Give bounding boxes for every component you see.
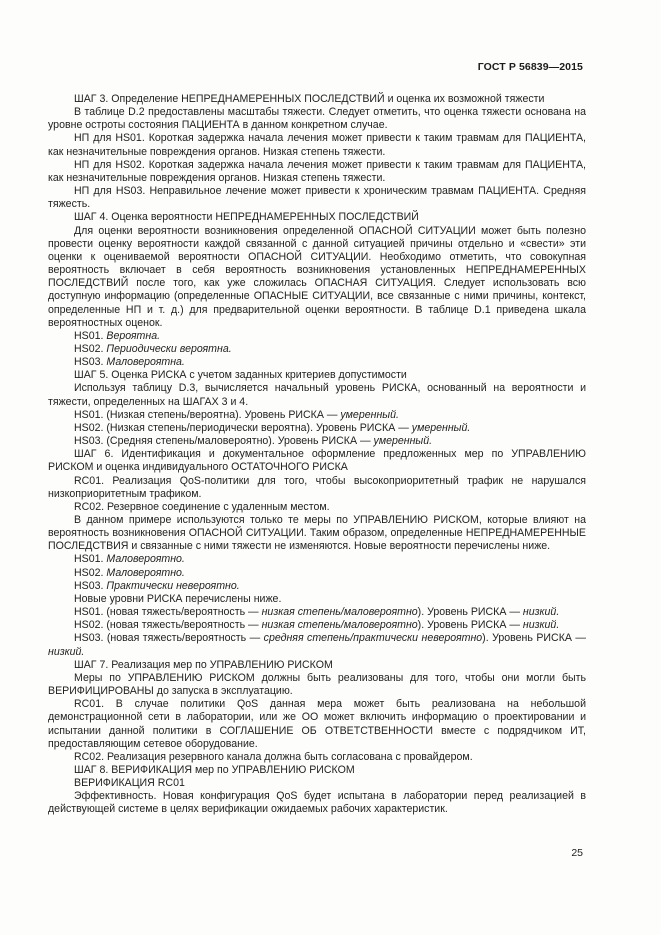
paragraph-p27 bbox=[48, 659, 586, 672]
italic-text: низкий. bbox=[522, 606, 560, 619]
italic-text: умеренный. bbox=[340, 408, 399, 421]
text-segment: НП для HS01. Короткая задержка начала лечения может привести к таким травмам для ПАЦИЕНТА, как незначительные повреждения органов. Низкая степень тяжести. bbox=[48, 132, 586, 158]
text-segment: RC02. Резервное соединение с удаленным местом. bbox=[74, 500, 330, 513]
text-segment: ШАГ 7. Реализация мер по УПРАВЛЕНИЮ РИСКОМ bbox=[74, 658, 333, 671]
paragraph-p18 bbox=[48, 501, 586, 514]
text-segment: В данном примере используются только те меры по УПРАВЛЕНИЮ РИСКОМ, которые влияют на вероятность возникновения ОПАСНОЙ СИТУАЦИИ. Таким образом, определенные НЕПРЕДНАМЕРЕННЫЕ ПОСЛЕДСТВИЯ и связанные с ними тяжести не изменяются. Новые вероятности перечислены ниже. bbox=[48, 514, 586, 553]
paragraph-p17 bbox=[48, 475, 586, 501]
text-segment: ШАГ 3. Определение НЕПРЕДНАМЕРЕННЫХ ПОСЛЕДСТВИЙ и оценка их возможной тяжести bbox=[74, 93, 545, 105]
text-segment: HS01. bbox=[74, 329, 107, 342]
paragraph-p02 bbox=[48, 106, 586, 132]
text-segment: HS02. (Низкая степень/периодически вероятна). Уровень РИСКА — bbox=[74, 421, 412, 434]
paragraph-p15 bbox=[48, 435, 586, 448]
text-segment: Меры по УПРАВЛЕНИЮ РИСКОМ должны быть реализованы для того, чтобы они могли быть ВЕРИФИЦИРОВАНЫ до запуска в эксплуатацию. bbox=[48, 671, 586, 698]
paragraph-p09 bbox=[48, 343, 586, 356]
paragraph-p07 bbox=[48, 225, 586, 330]
text-segment: HS03. bbox=[74, 356, 107, 369]
text-segment: ШАГ 6. Идентификация и документальное оформление предложенных мер по УПРАВЛЕНИЮ РИСКОМ и оценка индивидуального ОСТАТОЧНОГО РИСКА bbox=[48, 448, 586, 474]
text-segment: ШАГ 4. Оценка вероятности НЕПРЕДНАМЕРЕННЫХ ПОСЛЕДСТВИЙ bbox=[74, 211, 419, 224]
paragraph-p19 bbox=[48, 514, 586, 553]
standard-header: ГОСТ Р 56839—2015 bbox=[477, 61, 583, 73]
paragraph-p26 bbox=[48, 632, 586, 658]
text-segment: ). Уровень РИСКА — bbox=[417, 619, 523, 632]
text-segment: HS03. (новая тяжесть/вероятность — bbox=[74, 632, 264, 645]
text-segment: ШАГ 8. ВЕРИФИКАЦИЯ мер по УПРАВЛЕНИЮ РИСКОМ bbox=[74, 763, 355, 776]
italic-text: умеренный. bbox=[373, 435, 433, 448]
paragraph-p11 bbox=[48, 369, 586, 382]
italic-text: Маловероятна. bbox=[106, 356, 185, 369]
text-segment: HS03. (Средняя степень/маловероятно). Уровень РИСКА — bbox=[74, 435, 374, 448]
paragraph-p10 bbox=[48, 356, 586, 369]
paragraph-p13 bbox=[48, 409, 586, 422]
text-segment: HS01. (Низкая степень/вероятна). Уровень РИСКА — bbox=[74, 408, 341, 421]
paragraph-p08 bbox=[48, 330, 586, 343]
text-segment: Эффективность. Новая конфигурация QoS будет испытана в лаборатории перед реализацией в действующей системе в целях верификации ожидаемых рабочих характеристик. bbox=[48, 790, 586, 816]
text-segment: HS01. (новая тяжесть/вероятность — bbox=[74, 606, 262, 619]
paragraph-p06 bbox=[48, 211, 586, 224]
italic-text: низкий. bbox=[522, 619, 560, 632]
italic-text: средняя степень/практически невероятно bbox=[263, 632, 483, 645]
paragraph-p31 bbox=[48, 764, 586, 777]
paragraph-p21 bbox=[48, 567, 586, 580]
text-segment: НП для HS02. Короткая задержка начала лечения может привести к таким травмам для ПАЦИЕНТА, как незначительные повреждения органов. Низкая степень тяжести. bbox=[48, 158, 586, 184]
paragraph-p30 bbox=[48, 751, 586, 764]
text-segment: ). Уровень РИСКА — bbox=[482, 632, 586, 645]
text-segment: В таблице D.2 предоставлены масштабы тяжести. Следует отметить, что оценка тяжести основана на уровне остроты состояния ПАЦИЕНТА в данном конкретном случае. bbox=[48, 106, 586, 132]
italic-text: Периодически вероятна. bbox=[106, 342, 232, 355]
italic-text: низкая степень/маловероятно bbox=[261, 619, 418, 632]
text-segment: RC01. Реализация QoS-политики для того, чтобы высокоприоритетный трафик не нарушался низкоприоритетным трафиком. bbox=[48, 474, 586, 500]
italic-text: Маловероятно. bbox=[106, 566, 185, 579]
italic-text: Практически невероятно. bbox=[106, 579, 240, 592]
paragraph-p29 bbox=[48, 698, 586, 751]
text-segment: ВЕРИФИКАЦИЯ RC01 bbox=[74, 777, 185, 790]
text-segment: HS02. bbox=[74, 342, 107, 355]
paragraph-p16 bbox=[48, 448, 586, 474]
paragraph-p23 bbox=[48, 593, 586, 606]
paragraph-p14 bbox=[48, 422, 586, 435]
paragraph-p05 bbox=[48, 185, 586, 211]
italic-text: низкий. bbox=[48, 645, 85, 658]
text-segment: RC02. Реализация резервного канала должна быть согласована с провайдером. bbox=[74, 750, 473, 763]
text-segment: HS02. bbox=[74, 566, 107, 579]
paragraph-p25 bbox=[48, 619, 586, 632]
text-segment: Новые уровни РИСКА перечислены ниже. bbox=[74, 592, 282, 605]
text-segment: HS02. (новая тяжесть/вероятность — bbox=[74, 619, 262, 632]
paragraph-p01 bbox=[48, 93, 586, 106]
paragraph-p12 bbox=[48, 382, 586, 408]
italic-text: низкая степень/маловероятно bbox=[261, 606, 418, 619]
italic-text: Маловероятно. bbox=[106, 553, 185, 566]
paragraph-p32 bbox=[48, 777, 586, 790]
text-segment: Используя таблицу D.3, вычисляется начальный уровень РИСКА, основанный на вероятности и тяжести, определенных на ШАГАХ 3 и 4. bbox=[48, 382, 586, 408]
italic-text: умеренный. bbox=[411, 421, 471, 434]
text-segment: HS03. bbox=[74, 579, 107, 592]
text-segment: Для оценки вероятности возникновения определенной ОПАСНОЙ СИТУАЦИИ может быть полезно провести оценку вероятности каждой связанной с данной ситуацией причины отдельно и «свести» эти оценки к оцениваемой вероятности ОПАСНОЙ СИТУАЦИИ. Необходимо отметить, что совокупная вероятность включает в себя вероятность возникновения установленных НЕПРЕДНАМЕРЕННЫХ ПОСЛЕДСТВИЙ после того, как уже сложилась ОПАСНАЯ СИТУАЦИЯ. Следует использовать всю доступную информацию (определенные ОПАСНЫЕ СИТУАЦИИ, все связанные с ними причины, контекст, определенные НП и т. д.) для предварительной оценки вероятности. В таблице D.1 приведена шкала вероятностных оценок. bbox=[48, 224, 586, 329]
italic-text: Вероятна. bbox=[106, 329, 161, 342]
paragraph-p22 bbox=[48, 580, 586, 593]
text-segment: ). Уровень РИСКА — bbox=[417, 606, 523, 619]
paragraph-p04 bbox=[48, 159, 586, 185]
text-segment: ШАГ 5. Оценка РИСКА с учетом заданных критериев допустимости bbox=[74, 369, 407, 382]
paragraph-p28 bbox=[48, 672, 586, 698]
text-segment: HS01. bbox=[74, 553, 107, 566]
document-body bbox=[48, 93, 586, 817]
text-segment: RC01. В случае политики QoS данная мера может быть реализована на небольшой демонстрационной сети в лаборатории, или же ОО может включить информацию о проектировании и испытании данной политики в СОГЛАШЕНИЕ ОБ ОТВЕТСТВЕННОСТИ вместе с подрядчиком ИТ, предоставляющим сетевое оборудование. bbox=[48, 698, 586, 750]
paragraph-p20 bbox=[48, 553, 586, 566]
page-number: 25 bbox=[571, 847, 583, 859]
paragraph-p03 bbox=[48, 132, 586, 158]
paragraph-p24 bbox=[48, 606, 586, 619]
text-segment: НП для HS03. Неправильное лечение может привести к хроническим травмам ПАЦИЕНТА. Средняя тяжесть. bbox=[48, 185, 586, 211]
paragraph-p33 bbox=[48, 790, 586, 816]
